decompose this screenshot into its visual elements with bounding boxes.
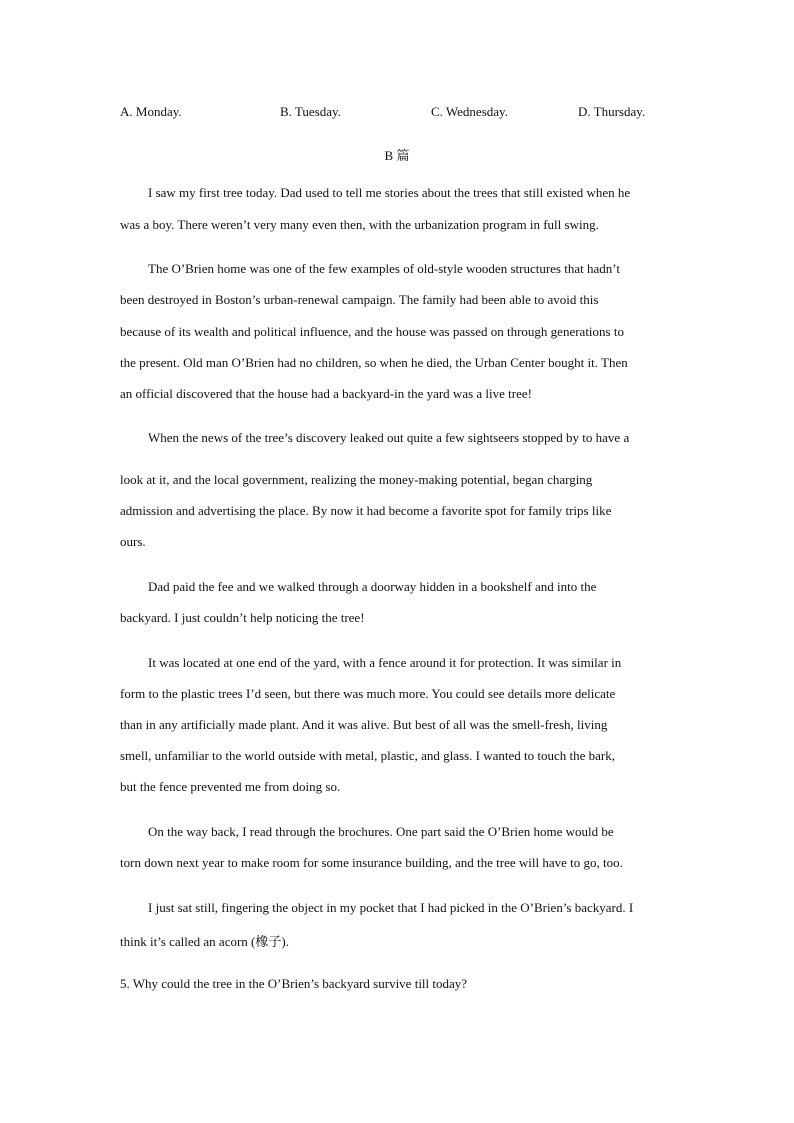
paragraph-line: than in any artificially made plant. And it was alive. But best of all was the smell-fresh, living (120, 717, 608, 732)
option-c: C. Wednesday. (431, 104, 508, 119)
paragraph-line: the present. Old man O’Brien had no children, so when he died, the Urban Center bought it. Then (120, 355, 628, 370)
paragraph-line: look at it, and the local government, realizing the money-making potential, began charging (120, 472, 593, 487)
section-title: B 篇 (384, 148, 410, 163)
paragraph-line: smell, unfamiliar to the world outside with metal, plastic, and glass. I wanted to touch the bark, (120, 748, 615, 763)
option-a: A. Monday. (120, 104, 182, 119)
option-d: D. Thursday. (578, 104, 646, 119)
paragraph-line: torn down next year to make room for some insurance building, and the tree will have to go, too. (120, 855, 623, 870)
paragraph-line: I saw my first tree today. Dad used to tell me stories about the trees that still existed when he (148, 185, 631, 200)
paragraph-line: ours. (120, 534, 146, 549)
paragraph-line: The O’Brien home was one of the few examples of old-style wooden structures that hadn’t (148, 261, 620, 276)
paragraph-line: I just sat still, fingering the object in my pocket that I had picked in the O’Brien’s backyard. I (148, 900, 634, 915)
paragraph-line: think it’s called an acorn (橡子). (120, 934, 289, 949)
paragraph-line: was a boy. There weren’t very many even then, with the urbanization program in full swing. (120, 217, 599, 232)
answer-options (120, 104, 680, 122)
paragraph-line: been destroyed in Boston’s urban-renewal campaign. The family had been able to avoid this (120, 292, 599, 307)
paragraph-line: but the fence prevented me from doing so. (120, 779, 341, 794)
paragraph-line: an official discovered that the house had a backyard-in the yard was a live tree! (120, 386, 532, 401)
paragraph-line: admission and advertising the place. By now it had become a favorite spot for family trips like (120, 503, 612, 518)
paragraph-line: On the way back, I read through the brochures. One part said the O’Brien home would be (148, 824, 614, 839)
paragraph-line: because of its wealth and political influence, and the house was passed on through generations to (120, 324, 624, 339)
paragraph-line: When the news of the tree’s discovery leaked out quite a few sightseers stopped by to have a (148, 430, 630, 445)
paragraph-line: Dad paid the fee and we walked through a doorway hidden in a bookshelf and into the (148, 579, 597, 594)
question-5: 5. Why could the tree in the O’Brien’s backyard survive till today? (120, 976, 468, 991)
paragraph-line: form to the plastic trees I’d seen, but there was much more. You could see details more delicate (120, 686, 616, 701)
option-b: B. Tuesday. (280, 104, 341, 119)
paragraph-line: backyard. I just couldn’t help noticing the tree! (120, 610, 365, 625)
paragraph-line: It was located at one end of the yard, with a fence around it for protection. It was similar in (148, 655, 622, 670)
